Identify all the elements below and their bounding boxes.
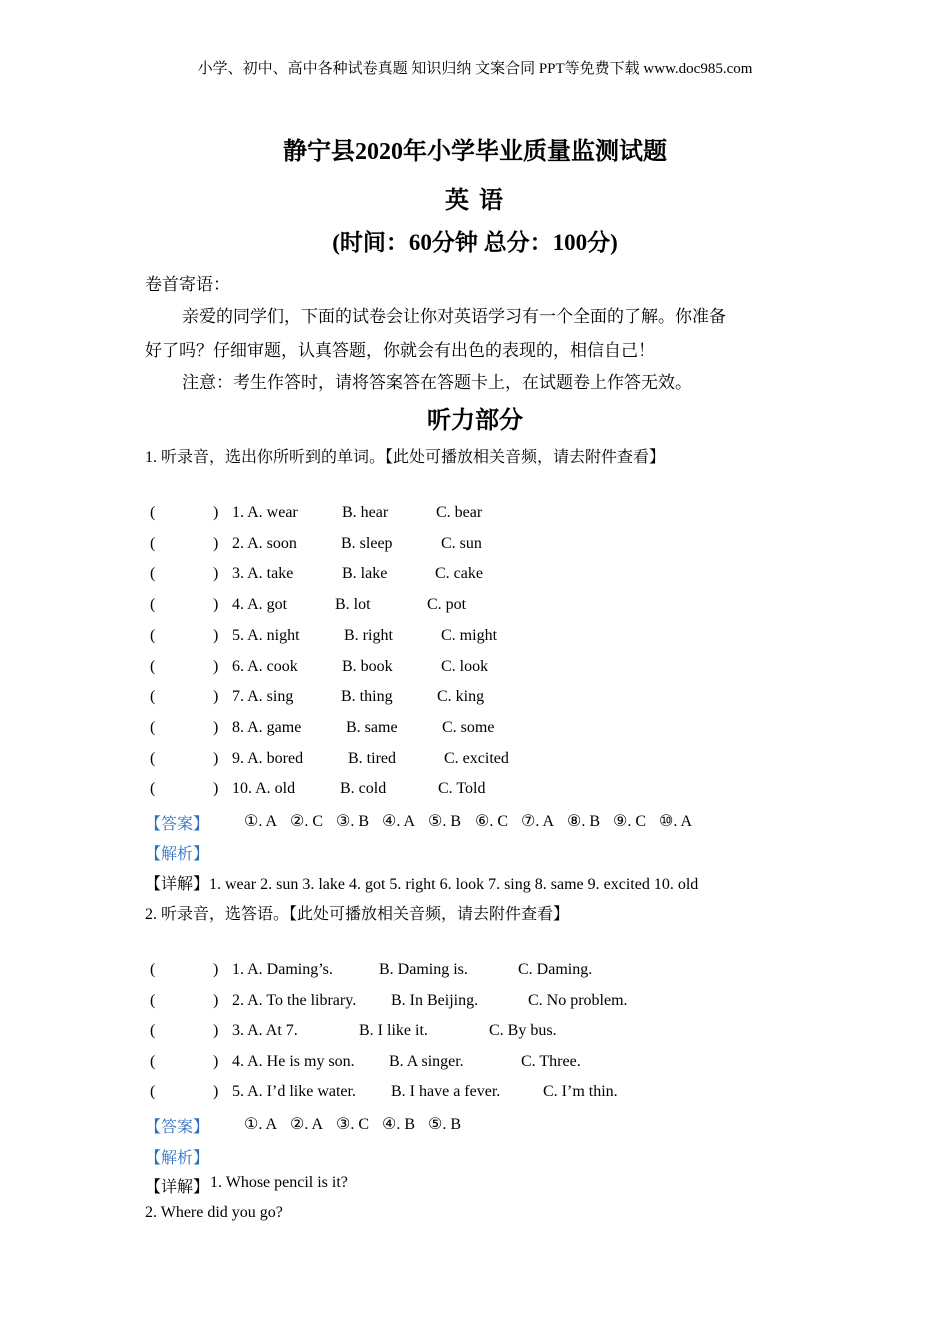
part2-instruction: 2. 听录音，选答语。【此处可播放相关音频，请去附件查看】 — [145, 906, 570, 923]
option-b: B. same — [346, 718, 398, 736]
answer-item: ④. A — [382, 813, 416, 830]
part2-analysis-label: 【解析】 — [145, 1150, 210, 1167]
paren-close: ) — [213, 780, 219, 798]
intro-line-2: 好了吗？仔细审题，认真答题，你就会有出色的表现的，相信自己！ — [145, 341, 655, 360]
option-a: 2. A. soon — [232, 534, 297, 552]
option-b: B. I have a fever. — [391, 1083, 501, 1101]
paren-open: ( — [150, 565, 156, 583]
option-a: 4. A. got — [232, 596, 288, 614]
paren-open: ( — [150, 504, 156, 521]
option-c: C. look — [441, 657, 489, 675]
part2-answer-label: 【答案】 — [145, 1119, 210, 1136]
option-a: 10. A. old — [232, 780, 296, 798]
answer-item: ①. A — [244, 813, 278, 830]
option-b: B. right — [344, 626, 393, 644]
option-c: C. pot — [427, 596, 467, 614]
paren-open: ( — [150, 780, 156, 798]
paren-close: ) — [213, 991, 219, 1009]
paren-close: ) — [213, 1052, 219, 1070]
option-a: 8. A. game — [232, 718, 302, 736]
paren-close: ) — [213, 534, 219, 552]
paren-close: ) — [213, 749, 219, 767]
option-c: C. might — [441, 626, 498, 644]
option-c: C. king — [437, 688, 485, 706]
paren-open: ( — [150, 534, 156, 552]
answer-item: ②. C — [290, 813, 324, 830]
paren-close: ) — [213, 688, 219, 706]
answer-item: ⑩. A — [659, 813, 693, 830]
paren-close: ) — [213, 961, 219, 978]
answer-item: ③. C — [336, 1116, 370, 1133]
paren-open: ( — [150, 657, 156, 675]
option-a: 4. A. He is my son. — [232, 1052, 355, 1070]
option-b: B. hear — [342, 504, 389, 521]
paren-open: ( — [150, 718, 156, 736]
option-c: C. sun — [441, 534, 482, 552]
option-a: 6. A. cook — [232, 657, 298, 675]
paren-open: ( — [150, 626, 156, 644]
option-b: B. book — [342, 657, 393, 675]
option-c: C. bear — [436, 504, 483, 521]
option-c: C. excited — [444, 749, 509, 767]
paren-close: ) — [213, 718, 219, 736]
exam-title: 静宁县2020年小学毕业质量监测试题 — [283, 139, 667, 165]
paren-close: ) — [213, 626, 219, 644]
option-c: C. some — [442, 718, 495, 736]
option-a: 3. A. At 7. — [232, 1022, 298, 1040]
part1-answer-label: 【答案】 — [145, 816, 210, 833]
option-a: 5. A. I’d like water. — [232, 1083, 356, 1101]
part1-analysis-label: 【解析】 — [145, 846, 210, 863]
option-c: C. Three. — [521, 1052, 581, 1070]
part2-detail-label: 【详解】 — [145, 1179, 210, 1196]
intro-line-1: 亲爱的同学们，下面的试卷会让你对英语学习有一个全面的了解。你准备 — [182, 307, 726, 326]
intro-note: 注意：考生作答时，请将答案答在答题卡上，在试题卷上作答无效。 — [182, 373, 692, 392]
answer-item: ⑤. B — [428, 813, 462, 830]
option-a: 1. A. Daming’s. — [232, 961, 333, 978]
paren-open: ( — [150, 961, 156, 978]
paren-open: ( — [150, 749, 156, 767]
option-b: B. In Beijing. — [391, 991, 479, 1009]
paren-close: ) — [213, 504, 219, 521]
answer-item: ⑤. B — [428, 1116, 462, 1133]
answer-item: ③. B — [336, 813, 370, 830]
part1-instruction: 1. 听录音，选出你所听到的单词。【此处可播放相关音频，请去附件查看】 — [145, 449, 666, 466]
part1-detail: 【详解】1. wear 2. sun 3. lake 4. got 5. right 6. look 7. sing 8. same 9. excited 10. old — [145, 876, 699, 893]
paren-open: ( — [150, 688, 156, 706]
answer-item: ⑥. C — [475, 813, 509, 830]
answer-item: ①. A — [244, 1116, 278, 1133]
option-b: B. lake — [342, 565, 388, 583]
intro-label: 卷首寄语： — [145, 275, 230, 294]
option-a: 2. A. To the library. — [232, 991, 357, 1009]
paren-close: ) — [213, 1022, 219, 1040]
option-b: B. A singer. — [389, 1052, 464, 1070]
option-c: C. I’m thin. — [543, 1083, 618, 1101]
paren-close: ) — [213, 1083, 219, 1101]
option-a: 7. A. sing — [232, 688, 294, 706]
option-a: 9. A. bored — [232, 749, 304, 767]
option-c: C. Told — [438, 780, 486, 798]
exam-info: (时间：60分钟 总分：100分) — [332, 230, 618, 255]
paren-open: ( — [150, 991, 156, 1009]
answer-item: ⑨. C — [613, 813, 647, 830]
paren-open: ( — [150, 596, 156, 614]
answer-item: ⑧. B — [567, 813, 601, 830]
answer-item: ②. A — [290, 1116, 324, 1133]
page-header: 小学、初中、高中各种试卷真题 知识归纳 文案合同 PPT等免费下载 www.doc985.com — [197, 61, 753, 77]
option-c: C. Daming. — [518, 961, 593, 978]
section-title: 听力部分 — [427, 408, 523, 434]
option-b: B. Daming is. — [379, 961, 468, 978]
paren-open: ( — [150, 1022, 156, 1040]
paren-close: ) — [213, 565, 219, 583]
paren-open: ( — [150, 1052, 156, 1070]
option-b: B. I like it. — [359, 1022, 428, 1040]
answer-item: ⑦. A — [521, 813, 555, 830]
option-a: 3. A. take — [232, 565, 294, 583]
option-b: B. thing — [341, 688, 393, 706]
paren-close: ) — [213, 596, 219, 614]
option-a: 5. A. night — [232, 626, 300, 644]
option-a: 1. A. wear — [232, 504, 298, 521]
option-b: B. cold — [340, 780, 387, 798]
option-c: C. No problem. — [528, 991, 628, 1009]
option-b: B. lot — [335, 596, 371, 614]
option-b: B. tired — [348, 749, 396, 767]
option-b: B. sleep — [341, 534, 393, 552]
option-c: C. By bus. — [489, 1022, 557, 1040]
part2-detail-2: 2. Where did you go? — [145, 1204, 283, 1221]
subject-title: 英 语 — [445, 188, 505, 214]
part2-detail-1: 1. Whose pencil is it? — [210, 1174, 348, 1191]
option-c: C. cake — [435, 565, 483, 583]
answer-item: ④. B — [382, 1116, 416, 1133]
paren-close: ) — [213, 657, 219, 675]
paren-open: ( — [150, 1083, 156, 1101]
